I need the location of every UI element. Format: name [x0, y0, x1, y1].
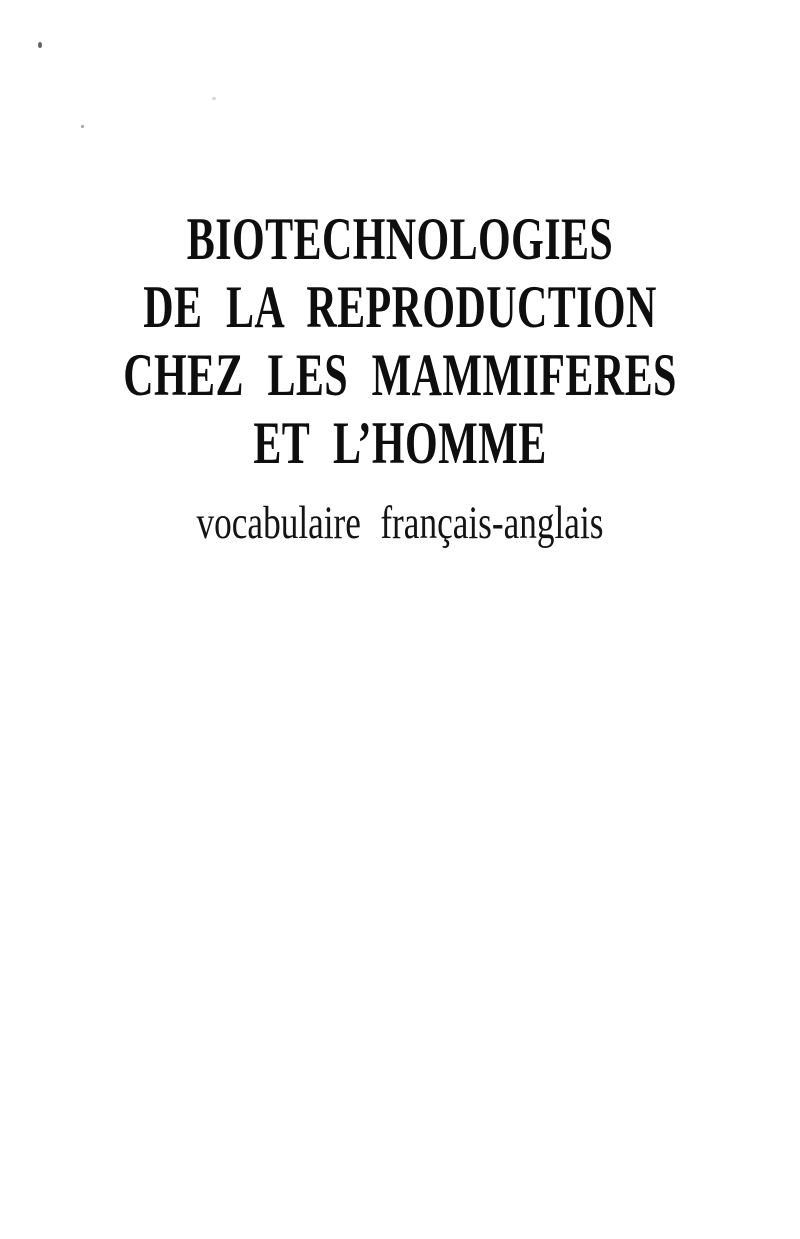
title-line-2: DE LA REPRODUCTION — [143, 274, 657, 340]
scan-speck — [81, 125, 84, 128]
scan-speck — [38, 42, 42, 48]
title-line-4: ET L’HOMME — [253, 410, 547, 476]
scan-speck — [212, 97, 216, 100]
book-title — [0, 205, 800, 477]
title-line-3: CHEZ LES MAMMIFERES — [123, 342, 677, 408]
title-line-1: BIOTECHNOLOGIES — [186, 206, 614, 272]
book-subtitle: vocabulaire français-anglais — [196, 497, 604, 549]
